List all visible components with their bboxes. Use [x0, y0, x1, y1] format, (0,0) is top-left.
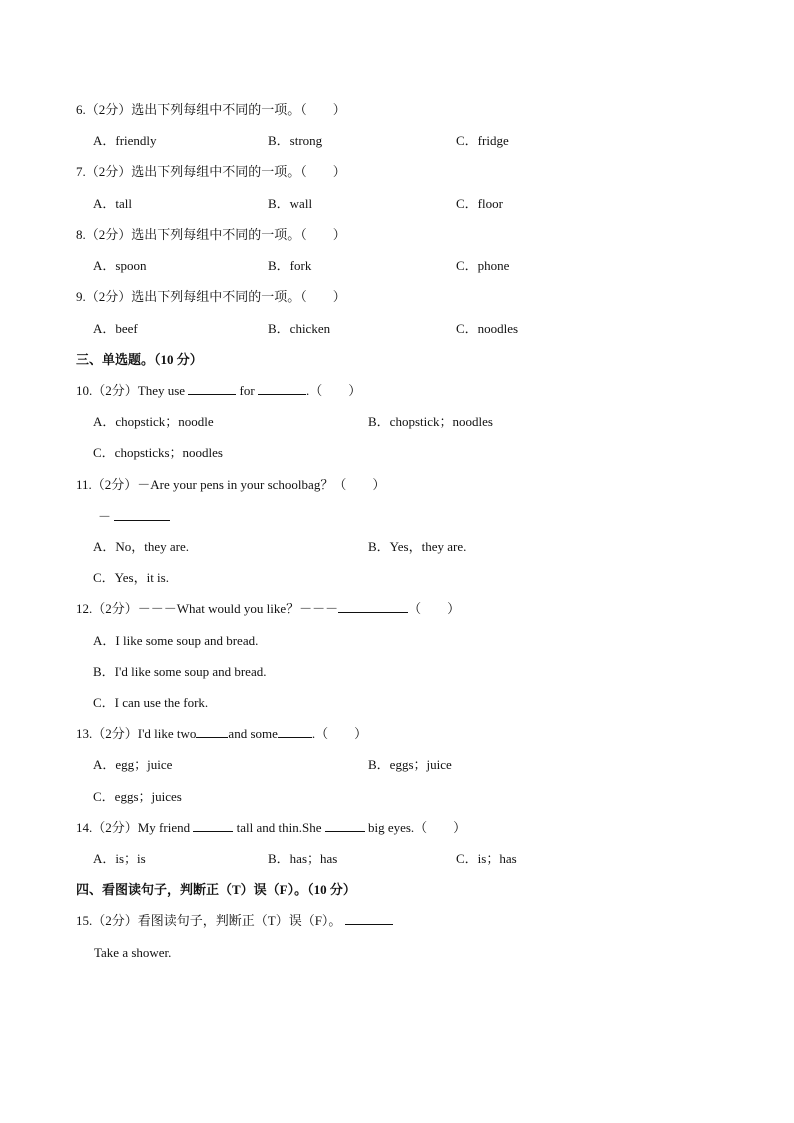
q10-option-a[interactable]: A．chopstick；noodle: [93, 414, 214, 429]
q6-option-b[interactable]: B．strong: [268, 133, 323, 148]
section-4-heading: 四、看图读句子，判断正（T）误（F）。（10 分）: [76, 882, 356, 897]
q12-option-b[interactable]: B．I'd like some soup and bread.: [93, 664, 267, 679]
q14-text-3: big eyes.（ ）: [364, 820, 467, 835]
q14-text-1: 14.（2分）My friend: [76, 820, 194, 835]
q13-text-3: .（ ）: [311, 726, 368, 741]
q14-option-c[interactable]: C．is；has: [456, 851, 517, 866]
q10-option-b[interactable]: B．chopstick；noodles: [368, 414, 493, 429]
q14-text-2: tall and thin.She: [233, 820, 325, 835]
q15-text: 15.（2分）看图读句子，判断正（T）误（F）。: [76, 913, 345, 928]
question-8-stem: 8.（2分）选出下列每组中不同的一项。（ ）: [76, 227, 346, 242]
q12-text: 12.（2分）－－－What would you like？－－－: [76, 601, 339, 616]
question-15-stem: [76, 912, 393, 930]
q12-parens: （ ）: [408, 601, 461, 616]
q10-text-2: for: [236, 383, 258, 398]
q14-option-a[interactable]: A．is；is: [93, 851, 146, 866]
q8-option-b[interactable]: B．fork: [268, 258, 312, 273]
q7-option-a[interactable]: A．tall: [93, 196, 132, 211]
q10-text-3: .（ ）: [305, 383, 362, 398]
q12-blank[interactable]: [338, 600, 408, 613]
q13-text-2: and some: [228, 726, 278, 741]
q10-blank-1[interactable]: [188, 382, 236, 395]
q13-blank-2[interactable]: [278, 725, 312, 738]
q9-option-c[interactable]: C．noodles: [456, 321, 519, 336]
question-10-stem: [76, 382, 361, 400]
question-7-stem: 7.（2分）选出下列每组中不同的一项。（ ）: [76, 164, 346, 179]
q13-text-1: 13.（2分）I'd like two: [76, 726, 197, 741]
q11-option-a[interactable]: A．No，they are.: [93, 539, 190, 554]
q14-option-b[interactable]: B．has；has: [268, 851, 338, 866]
q8-option-a[interactable]: A．spoon: [93, 258, 147, 273]
q13-blank-1[interactable]: [196, 725, 228, 738]
q8-option-c[interactable]: C．phone: [456, 258, 510, 273]
q13-option-b[interactable]: B．eggs；juice: [368, 757, 452, 772]
q14-blank-2[interactable]: [325, 819, 365, 832]
section-3-heading: 三、单选题。（10 分）: [76, 352, 203, 367]
q15-blank[interactable]: [345, 912, 393, 925]
question-11-stem: 11.（2分）－Are your pens in your schoolbag？（ ）: [76, 477, 386, 492]
question-14-stem: [76, 819, 466, 837]
q11-option-b[interactable]: B．Yes，they are.: [368, 539, 467, 554]
q10-blank-2[interactable]: [258, 382, 306, 395]
q12-option-a[interactable]: A．I like some soup and bread.: [93, 633, 259, 648]
q11-dash: －: [98, 509, 112, 524]
q11-answer-blank[interactable]: [114, 508, 170, 521]
q11-option-c[interactable]: C．Yes，it is.: [93, 570, 169, 585]
q10-option-c[interactable]: C．chopsticks；noodles: [93, 445, 223, 460]
q10-text-1: 10.（2分）They use: [76, 383, 189, 398]
question-9-stem: 9.（2分）选出下列每组中不同的一项。（ ）: [76, 289, 346, 304]
q12-option-c[interactable]: C．I can use the fork.: [93, 695, 209, 710]
q14-blank-1[interactable]: [193, 819, 233, 832]
question-13-stem: [76, 725, 367, 743]
question-12-stem: [76, 600, 460, 618]
q9-option-a[interactable]: A．beef: [93, 321, 138, 336]
q6-option-c[interactable]: C．fridge: [456, 133, 509, 148]
q11-answer-line: [98, 508, 170, 526]
q7-option-c[interactable]: C．floor: [456, 196, 503, 211]
q15-sentence: Take a shower.: [94, 945, 172, 960]
q9-option-b[interactable]: B．chicken: [268, 321, 331, 336]
q13-option-a[interactable]: A．egg；juice: [93, 757, 173, 772]
question-6-stem: 6.（2分）选出下列每组中不同的一项。（ ）: [76, 102, 346, 117]
q13-option-c[interactable]: C．eggs；juices: [93, 789, 182, 804]
q7-option-b[interactable]: B．wall: [268, 196, 313, 211]
q6-option-a[interactable]: A．friendly: [93, 133, 157, 148]
